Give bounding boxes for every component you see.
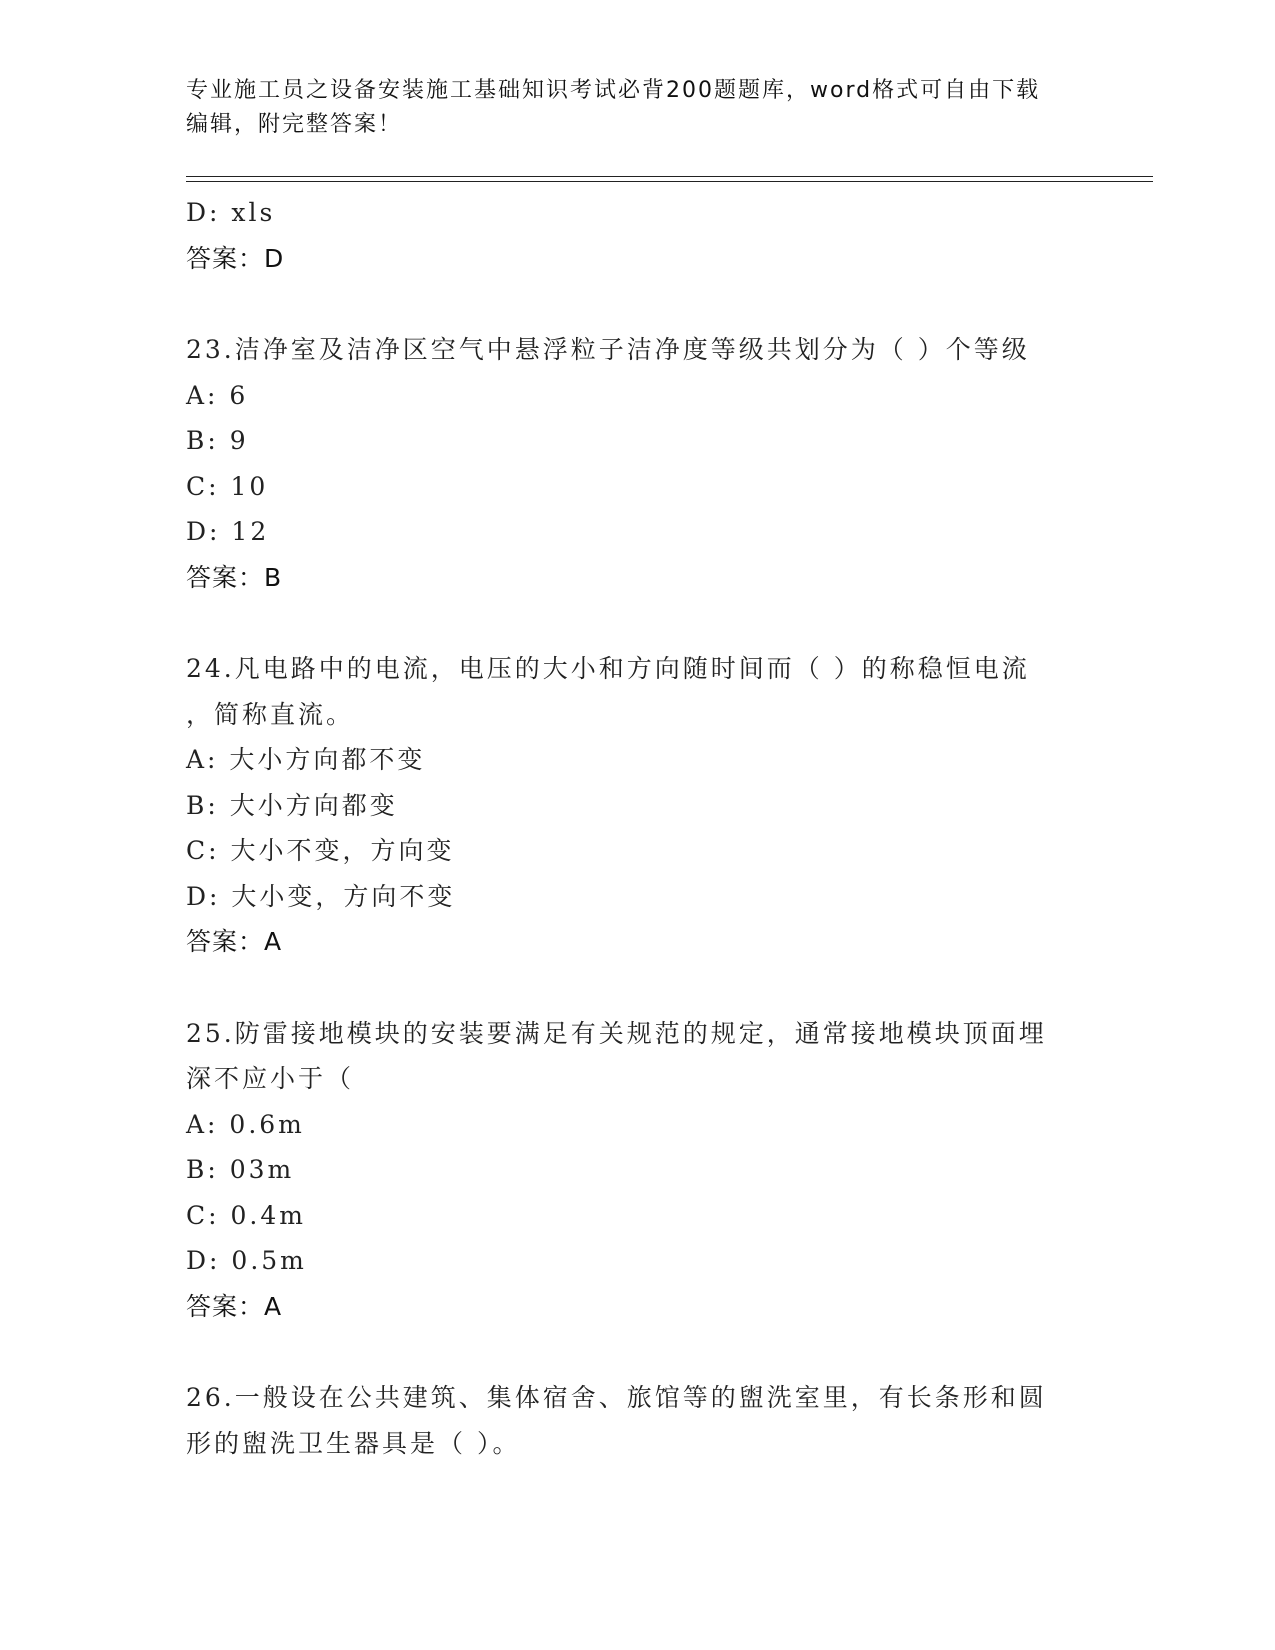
spacer: [186, 281, 1086, 327]
question-stem-continued: ，简称直流。: [186, 699, 355, 729]
option-a: A: 大小方向都不变: [186, 745, 426, 774]
question-stem-continued: 深不应小于（: [186, 1064, 355, 1093]
answer-line: 答案：A: [186, 927, 283, 956]
document-header: [186, 74, 1086, 142]
question-25: [186, 1011, 1086, 1330]
option-a: A: 0.6m: [186, 1109, 305, 1139]
spacer: [186, 965, 1086, 1011]
option-d: D: 12: [186, 517, 270, 546]
question-content: [186, 190, 1086, 1466]
answer-line: 答案：A: [186, 1291, 283, 1321]
option-b: B: 03m: [186, 1155, 295, 1184]
previous-question-tail: [186, 190, 1086, 281]
spacer: [186, 1329, 1086, 1375]
question-stem: 26.一般设在公共建筑、集体宿舍、旅馆等的盥洗室里，有长条形和圆: [186, 1383, 1047, 1412]
option-c: C: 大小不变，方向变: [186, 836, 455, 865]
header-rule-bottom: [186, 181, 1153, 182]
question-stem: 24.凡电路中的电流，电压的大小和方向随时间而（ ）的称稳恒电流: [186, 654, 1030, 683]
option-c: C: 0.4m: [186, 1200, 306, 1230]
question-24: [186, 646, 1086, 965]
option-d: D: 大小变，方向不变: [186, 881, 456, 911]
spacer: [186, 600, 1086, 646]
option-b: B: 大小方向都变: [186, 790, 398, 820]
option-b: B: 9: [186, 426, 249, 455]
question-stem-continued: 形的盥洗卫生器具是（ ）。: [186, 1428, 521, 1458]
answer-line: 答案：D: [186, 243, 285, 273]
header-line-1: 专业施工员之设备安装施工基础知识考试必背200题题库，word格式可自由下载: [186, 78, 1041, 103]
header-rule-top: [186, 176, 1153, 177]
option-a: A: 6: [186, 380, 249, 410]
option-d: D: xls: [186, 198, 276, 227]
header-line-2: 编辑，附完整答案！: [186, 112, 403, 137]
question-23: [186, 327, 1086, 600]
answer-line: 答案：B: [186, 562, 283, 592]
option-d: D: 0.5m: [186, 1246, 307, 1275]
option-c: C: 10: [186, 471, 269, 501]
question-stem: 23.洁净室及洁净区空气中悬浮粒子洁净度等级共划分为（ ）个等级: [186, 335, 1030, 364]
question-26: [186, 1375, 1086, 1466]
question-stem: 25.防雷接地模块的安装要满足有关规范的规定，通常接地模块顶面埋: [186, 1018, 1047, 1048]
